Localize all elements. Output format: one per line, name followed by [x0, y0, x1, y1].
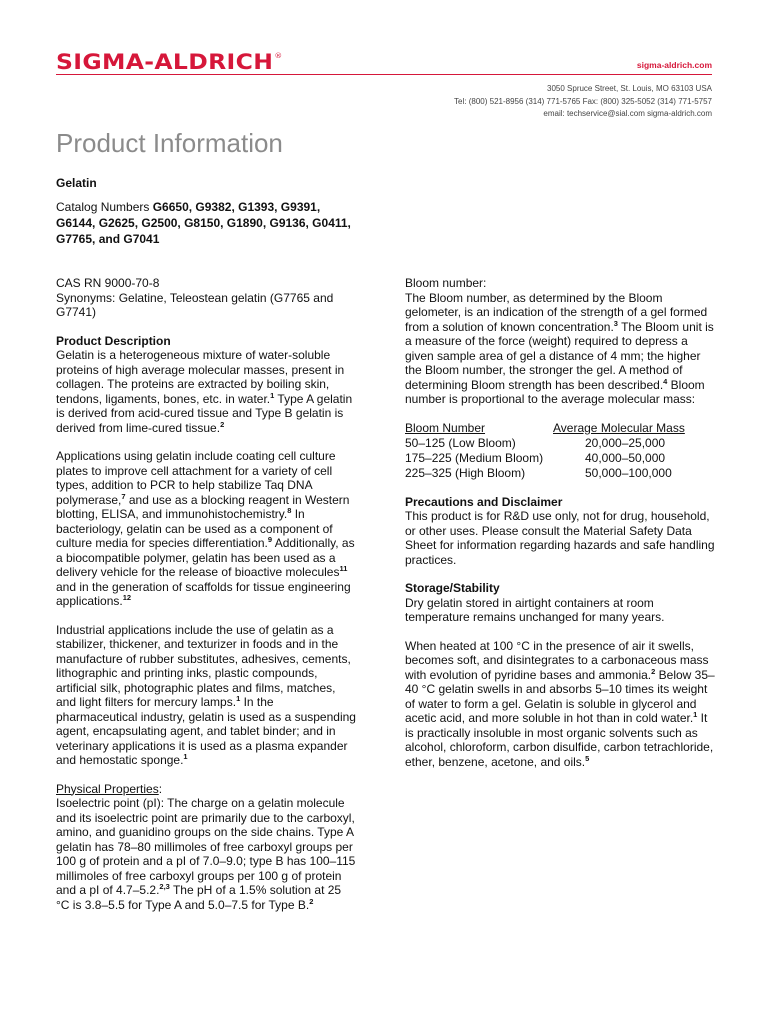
contact-block: [454, 83, 712, 121]
header-divider: [56, 74, 712, 75]
reference-marker: 7: [121, 491, 126, 501]
reference-marker: 2: [309, 896, 314, 906]
reference-marker: 1: [693, 710, 698, 719]
table-cell: 175–225 (Medium Bloom): [405, 450, 544, 465]
storage-paragraph-2: When heated at 100 °C in the presence of air it swells, becomes soft, and disintegrates to a carbonaceous mass with evolution of pyridine bases and ammonia.$^2$ Below 35–40 °C gelatin swells in and absorbs 5–10 times its weight of water to form a gel. Gelatin is soluble in glycerol and acetic acid, and more soluble in hot than in cold water.$^1$ It is practically insoluble in most organic solvents such as alcohol, chloroform, carbon disulfide, carbon tetrachloride, ether, benzene, acetone, and oils.$^5$: [405, 638, 715, 769]
cas-number: CAS RN 9000-70-8: [56, 276, 160, 290]
synonyms: Synonyms: Gelatine, Teleostean gelatin (G7765 and G7741): [56, 290, 334, 319]
reference-marker: 3: [613, 318, 618, 328]
right-column: [405, 276, 717, 769]
email-line[interactable]: email: techservice@sial.com sigma-aldrich.com: [543, 109, 712, 118]
catalog-numbers: [56, 199, 356, 247]
reference-marker: 2: [651, 666, 656, 676]
reference-marker: 2,3: [159, 882, 170, 891]
address-line: 3050 Spruce Street, St. Louis, MO 63103 USA: [547, 84, 712, 93]
logo-text: SIGMA-ALDRICH: [56, 50, 274, 74]
table-cell: 50–125 (Low Bloom): [405, 435, 516, 450]
bloom-table: [405, 421, 685, 481]
brand-logo: [56, 50, 283, 74]
reference-marker: 4: [663, 376, 668, 386]
table-row: [405, 466, 685, 481]
physical-properties-heading: Physical Properties:: [56, 781, 163, 796]
page-title: Product Information: [56, 128, 283, 158]
precautions-heading: Precautions and Disclaimer: [405, 494, 563, 509]
table-row: [405, 451, 685, 466]
reference-marker: 11: [339, 564, 348, 573]
description-paragraph-3: Industrial applications include the use of gelatin as a stabilizer, thickener, and texturizer in foods and in the manufacture of rubber substitutes, adhesives, cements, lithographic and printing inks, plastic compounds, artificial silk, photographic plates and films, matches, and light filters for mercury lamps.$^1$ In the pharmaceutical industry, gelatin is used as a suspending agent, encapsulating agent, and tablet binder; and in veterinary applications it is used as a plasma expander and hemostatic sponge.$^1$: [56, 622, 356, 767]
reference-marker: 1: [236, 694, 241, 703]
table-header: Bloom Number: [405, 420, 486, 435]
catalog-prefix: Catalog Numbers: [56, 200, 153, 214]
table-row: [405, 436, 685, 451]
reference-marker: 2: [220, 419, 225, 429]
phone-line: Tel: (800) 521-8956 (314) 771-5765 Fax: (800) 325-5052 (314) 771-5757: [454, 96, 712, 106]
reference-marker: 1: [183, 752, 188, 761]
table-cell: 50,000–100,000: [585, 465, 672, 480]
storage-paragraph-1: Dry gelatin stored in airtight containers at room temperature remains unchanged for many years.: [405, 595, 665, 624]
bloom-number-label: Bloom number:: [405, 276, 487, 290]
description-paragraph-1: Gelatin is a heterogeneous mixture of water-soluble proteins of high average molecular masses, present in collagen. The proteins are extracted by boiling skin, tendons, ligaments, bones, etc. in water.$^1$ Type A gelatin is derived from acid-cured tissue and Type B gelatin is derived from lime-cured tissue.$^2$: [56, 348, 353, 435]
reference-marker: 12: [122, 593, 132, 602]
reference-marker: 1: [270, 390, 275, 400]
registered-mark: ®: [274, 52, 283, 60]
table-header: Average Molecular Mass: [553, 420, 685, 435]
left-column: [56, 276, 356, 912]
website-link[interactable]: sigma-aldrich.com: [636, 60, 712, 70]
catalog-list: G6650, G9382, G1393, G9391, G6144, G2625, G2500, G8150, G1890, G9136, G0411, G7765, and G7041: [56, 200, 351, 246]
reference-marker: 9: [267, 535, 273, 544]
table-cell: 225–325 (High Bloom): [405, 465, 526, 480]
bloom-number-text: The Bloom number, as determined by the Bloom gelometer, is an indication of the strength of a gel formed from a solution of known concentration.$^3$ The Bloom unit is a measure of the force (weight) required to depress a given sample area of gel a distance of 4 mm; the higher the Bloom number, the stronger the gel. A method of determining Bloom strength has been described.$^4$ Bloom number is proportional to the average molecular mass:: [405, 290, 714, 406]
reference-marker: 8: [287, 506, 292, 515]
precautions-text: This product is for R&D use only, not for drug, household, or other uses. Please consult the Material Safety Data Sheet for information regarding hazards and safe handling practices.: [405, 509, 715, 567]
product-name: Gelatin: [56, 176, 97, 190]
description-paragraph-2: Applications using gelatin include coating cell culture plates to improve cell attachment for a variety of cell types, addition to PCR to help stabilize Taq DNA polymerase,$^7$ and use as a blocking reagent in Western blotting, ELISA, and immunohistochemistry.$^8$ In bacteriology, gelatin can be used as a component of culture media for species differentiation.$^9$ Additionally, as a biocompatible polymer, gelatin has been used as a delivery vehicle for the release of bioactive molecules$^{11}$ and in the generation of scaffolds for tissue engineering applications.$^{12}$: [56, 449, 355, 608]
product-description-heading: Product Description: [56, 333, 171, 348]
table-cell: 40,000–50,000: [585, 450, 666, 465]
table-header-row: [405, 421, 685, 436]
reference-marker: 5: [585, 753, 590, 763]
physical-properties-text: Isoelectric point (pI): The charge on a gelatin molecule and its isoelectric point are primarily due to the carboxyl, amino, and guanidino groups on the side chains. Type A gelatin has 78–80 millimoles of free carboxyl groups per 100 g of protein and a pI of 7.0–9.0; type B has 100–115 millimoles of free carboxyl groups per 100 g of protein and a pI of 4.7–5.2.$^{2,3}$ The pH of a 1.5% solution at 25 °C is 3.8–5.5 for Type A and 5.0–7.5 for Type B.$^2$: [56, 796, 356, 912]
table-cell: 20,000–25,000: [585, 435, 666, 450]
storage-heading: Storage/Stability: [405, 581, 500, 595]
